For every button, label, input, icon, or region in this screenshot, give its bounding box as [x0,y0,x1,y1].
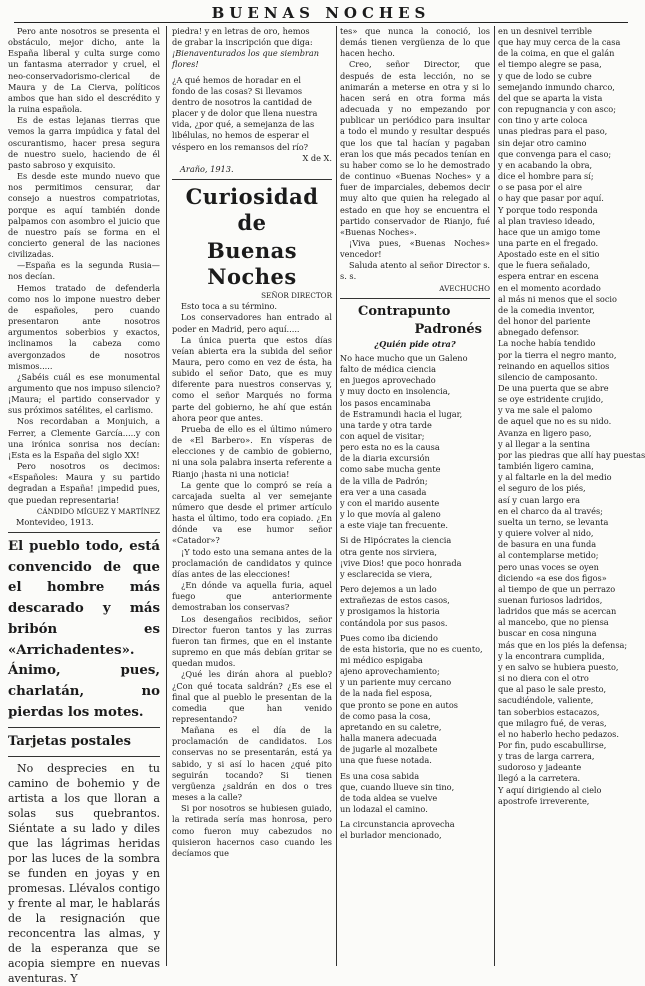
verse-line: espera entrar en escena [498,271,599,282]
verse-line: al más ni menos que el socio [498,293,617,304]
verse-line: también ligero camina, [498,461,594,472]
verse-line: que milagro fué, de veras, [498,717,607,728]
verse-line: que pronto se pone en autos [340,699,458,710]
verse-line: el seguro de los piés, [498,483,586,494]
verse-line: Por fin, pudo escabullirse, [498,740,607,750]
verse-line: en el momento acordado [498,282,601,293]
verse-line: un lodazal el camino. [340,804,428,814]
verse-line: pero esta no es la causa [340,442,440,453]
dedication: SEÑOR DIRECTOR [261,291,332,301]
article-place-date: Montevideo, 1913. [16,516,94,527]
verse-line: Pero dejemos a un lado [340,584,437,595]
verse-line: al mancebo, que no piensa [498,617,609,628]
verse-line: piedra! y en letras de oro, hemos [172,26,310,36]
verse-line: en el charco da al través; [498,505,603,516]
section-title-tarjetas: Tarjetas postales [8,734,131,750]
verse-line: sacudiéndole, valiente, [498,695,594,706]
verse-line: y en acabando la obra, [498,159,593,170]
column-divider-3 [494,26,495,966]
verse-line: que al paso le sale presto, [498,684,607,695]
article-paragraph: Los conservadores han entrado al poder en Madrid, pero aquí..... [172,312,332,334]
verse-line: Avanza en ligero paso, [498,427,592,438]
verse-line: y tras de larga carrera, [498,751,595,762]
separator [8,727,160,728]
section-title-curiosidad-1: Curiosidad de [185,184,319,236]
verse-line: al tiempo de que un perrazo [498,583,616,594]
verse-line: y esclarecida se viera, [340,568,433,579]
verse-line: y un pariente muy cercano [340,677,452,688]
prose-poem [172,26,332,153]
article-paragraph: ¡Y todo esto una semana antes de la proclamación de candidatos y quince días antes de las elecciones! [172,546,332,579]
verse-line: falto de médica ciencia [340,364,436,375]
verse-line: ¡Bienaventurados los que siembran [172,48,320,59]
verse-line: buscar en cosa ninguna [498,628,597,639]
verse-line: de Estramundi hacia el lugar, [340,408,463,419]
verse-line: ¿A qué hemos de horadar en el [172,74,301,85]
verse-line: otra gente nos sirviera, [340,546,437,557]
verse-line: que hay muy cerca de la casa [498,37,621,48]
verse-line: si no diera con el otro [498,673,589,684]
article-paragraph: ¡Viva pues, «Buenas Noches» vencedor! [340,237,490,260]
verse-line: al contemplarse metido; [498,550,599,561]
verse-line: diciendo «a ese dos figos» [498,572,607,583]
verse-line: una que fuese notada. [340,755,432,766]
verse-line: fondo de las cosas? Si llevamos [172,85,303,96]
section-title-contrapunto-2: Padronés [414,321,482,337]
verse-line: Y aquí dirigiendo al cielo [498,784,602,795]
verse-line: unas piedras para el paso, [498,126,608,137]
section-subtitle: ¿Quién pide otra? [374,338,456,349]
verse-line: así y cuan largo era [498,494,580,505]
verse-line: o hay que pasar por aquí. [498,193,604,204]
verse-line: del honor del pariente [498,316,591,327]
verse-line: se oye estridente crujido, [498,394,604,405]
verse-line: que, cuando llueve sin tino, [340,781,455,792]
verse-line: el tiempo alegre se pasa, [498,59,602,70]
verse-line: La circunstancia aprovecha [340,819,455,830]
verse-line: como sabe mucha gente [340,464,441,475]
section-title-curiosidad-2: Buenas Noches [206,238,298,290]
verse-line: o se pasa por el aire [498,182,583,193]
column-divider-2 [336,26,337,966]
verse-line: en un desnivel terrible [498,26,593,36]
verse-line: el no haberlo hecho pedazos. [498,728,619,739]
verse-line: y que de lodo se cubre [498,70,592,81]
verse-line: contándola por sus pasos. [340,617,448,628]
verse-line: apretando en su caletre, [340,721,442,732]
verse-line: libélulas, no hemos de esperar el [172,130,310,141]
article-paragraph: Esto toca a su término. [181,301,277,312]
verse-line: y en salvo se hubiera puesto, [498,661,619,672]
verse-line: con repugnancia y con asco; [498,104,616,115]
verse-line: vida, ¿por qué, a semejanza de las [172,119,315,130]
verse-line: de la comedia inventor, [498,304,595,315]
article-paragraph: ¿En dónde va aquella furia, aquel fuego que anteriormente demostraban los conservas? [172,580,332,613]
verse-line: De una puerta que se abre [498,383,609,393]
column-4 [498,26,645,966]
article-paragraph: Nos recordaban a Monjuich, a Ferrer, a Clemente García.....y con una irónica sonrisa nos decían: ¡Esta es la España del siglo XX! [8,416,160,460]
verse-line: y prosigamos la historia [340,606,440,617]
verse-line: sin dejar otro camino [498,137,587,148]
verse-line: extrañezas de estos casos, [340,595,450,606]
verse-line: de la coima, en que el galán [498,48,615,59]
verse-line: dentro de nosotros la cantidad de [172,96,312,107]
article-paragraph: tes» que nunca la conoció, los demás tienen vergüenza de lo que hacen hecho. [340,26,490,59]
column-2 [172,26,332,966]
verse-line: de la nada fiel esposa, [340,688,433,699]
verse-line: y va me sale el palomo [498,405,593,416]
article-paragraph: Los desengaños recibidos, señor Director fueron tantos y las zurras fueron tan firmes, que en el instante supremo en que más debían gritar se quedan mudos. [172,613,332,669]
article-signature: AVECHUCHO [439,283,490,293]
verse-line: los pasos encaminaba [340,397,431,408]
article-paragraph: Pero ante nosotros se presenta el obstáculo, mejor dicho, ante la España liberal y culta surge como un fantasma aterrador y cruel, el neo-conservadorismo-clerical de Maura y de La Cierva, políticos ambos que han sido el descrédito y la ruina española. [8,26,160,115]
verse-line: con aquel de visitar; [340,431,425,441]
verse-line: abnegado defensor. [498,327,580,338]
article-paragraph: Creo, señor Director, que después de esta lección, no se animarán a meterse en otra y si lo hacen será en otra forma más adecuada y no empezando por publicar un periódico para insultar a todo el mundo y resultar después que los que tal hacían y pagaban eran los que más pecados tenían en su haber como se lo he demostrado de continuo «Buenas Noches» y a fuer de imparciales, debemos decir muy alto que quien ha relegado al estado en que hoy se encuentra el partido conservador de Rianjo, fué «Buenas Noches». [340,59,490,237]
article-paragraph: ¿Qué les dirán ahora al pueblo? ¿Con qué tocata saldrán? ¿Es ese el final que al pueblo le presentan de la comedia que han venido representando? [172,669,332,724]
article-paragraph: Saluda atento al señor Director s. s. s. [340,260,490,282]
article-paragraph: Prueba de ello es el último número de «El Barbero». En vísperas de elecciones y de cambio de gobierno, ni una sola palabra inserta referente a Rianjo ¡hasta ni una noticia! [172,423,332,479]
article-paragraph: La gente que lo compró se reía a carcajada suelta al ver semejante número que desde el primer artículo hasta el último, todo era copiado. ¿En dónde va ese humor señor «Catador»? [172,479,332,546]
verse-line: era ver a una casada [340,486,427,497]
article-paragraph: Si por nosotros se hubiesen guiado, la retirada sería mas honrosa, pero como fueron muy cabezudos no quisieron hacernos caso cuando les decíamos que [172,803,332,858]
verse-line: La noche había tendido [498,338,596,349]
article-paragraph: Mañana es el día de la proclamación de candidatos. Los conservas no se presentarán, está ya sabido, y si así lo hacen ¿qué pito seguirán tocando? Si tienen vergüenza ¿saldrán en dos o tres meses a la calle? [172,725,332,803]
poem-place-date: Araño, 1913. [180,163,234,174]
verse-line: Apostado este en el sitio [498,249,600,260]
verse-line: de esta historia, que no es cuento, [340,643,483,654]
verse-line: hace que un amigo tome [498,226,601,237]
article-paragraph: Hemos tratado de defenderla como nos lo impone nuestro deber de españoles, pero cuando presentaron ante nosotros argumentos soberbios y exactos, inclinamos la cabeza como avergonzados de nosotros mismos..... [8,282,160,371]
article-paragraph: —España es la segunda Rusia—nos decían. [8,260,160,282]
notice-text: El pueblo todo, está convencido de que el hombre más descarado y más bribón es «Arrichadentes». Ánimo, pues, charlatán, no pierdas los motes. [8,539,160,720]
article-signature: CÁNDIDO MÍGUEZ Y MARTÍNEZ [36,506,160,516]
verse-line: mi médico espigaba [340,654,423,665]
verse-line: de aquel que no es su nido. [498,416,612,427]
verse-line: del que se aparta la vista [498,92,603,103]
verse-line: y al llegar a la sentina [498,438,591,449]
verse-line: con tino y arte coloca [498,115,588,126]
verse-line: tan soberbios estacazos, [498,706,600,717]
poem-signature: X de X. [302,152,332,163]
article-paragraph: Es de estas lejanas tierras que vemos la garra impúdica y fatal del oscurantismo, hacer presa segura de nuestro suelo, haciendo de él pasto sabroso y exquisito. [8,115,160,170]
article-paragraph: Pero nosotros os decimos: «Españoles: Maura y su partido degradan a España! ¡impedid pues, que puedan representaria! [8,461,160,505]
article-paragraph: Es desde este mundo nuevo que nos permitimos censurar, dar consejo a nuestros compatriotas, porque es aquí también donde palpamos con asombro el juicio que de nuestro país se forma en el concierto general de las naciones civilizadas. [8,171,160,260]
verse-line: y lo que movía al galeno [340,509,441,520]
verse-line: de grabar la inscripción que diga: [172,37,313,48]
verse-line: Si de Hipócrates la ciencia [340,535,452,546]
verse-line: que convenga para el caso; [498,148,612,159]
verse-line: de como pasa la cosa, [340,710,431,721]
verse-line: de jugarle al mozalbete [340,744,438,755]
verse-line: de la diaria excursión [340,453,430,464]
verse-line: reinando en aquellos sitios [498,360,610,371]
verse-poem-continued [498,26,645,807]
verse-poem [340,353,490,842]
column-1 [8,26,160,986]
verse-line: y la encontrara cumplida, [498,650,605,661]
verse-line: una tarde y otra tarde [340,419,432,430]
verse-line: Es una cosa sabida [340,770,420,781]
masthead: BUENAS NOCHES [211,4,431,22]
verse-line: No hace mucho que un Galeno [340,352,468,363]
verse-line: en juegos aprovechado [340,375,436,386]
verse-line: ladridos que más se acercan [498,606,617,617]
verse-line: y con el marido ausente [340,497,440,508]
verse-line: que le fuera señalado, [498,260,591,271]
verse-line: el burlador mencionado, [340,830,442,841]
verse-line: al plan travieso ideado, [498,215,595,226]
verse-line: suenan furiosos ladridos, [498,594,603,605]
column-3 [340,26,490,966]
verse-line: y muy docto en insolencia, [340,386,451,397]
verse-line: ¡vive Dios! que poco honrada [340,557,462,568]
verse-line: apostrofe irreverente, [498,795,590,806]
verse-line: a este viaje tan frecuente. [340,520,448,531]
verse-line: suelta un terno, se levanta [498,516,609,527]
verse-line: silencio de camposanto. [498,371,598,382]
verse-line: dice el hombre para sí; [498,171,594,182]
tarjetas-text: No desprecies en tu camino de bohemio y de artista a los que lloran a solas sus quebrantos. Siéntate a su lado y diles que las lágrimas heridas por las luces de la sombra se funden en joyas y en promesas. Llévalos contigo y frente al mar, le hablarás de la resignación que reconcentra las almas, y de la esperanza que se acopia siempre en nuevas aventuras. Y [8,762,160,986]
verse-line: halla manera adecuada [340,733,437,744]
section-title-contrapunto-1: Contrapunto [358,303,451,319]
verse-line: más que en los piés la defensa; [498,639,628,650]
column-divider-1 [166,26,167,966]
separator [172,179,332,180]
article-paragraph: La única puerta que estos días veían abierta era la subida del señor Maura, pero como en vez de ésta, ha subido el señor Dato, que es muy diferente para nuestros conservas y, como el señor Marqués no forma parte del gobierno, he ahí que están ahora peor que antes. [172,334,332,423]
verse-line: por la tierra el negro manto, [498,349,617,360]
verse-line: placer y de dolor que llena nuestra [172,108,318,119]
verse-line: por las piedras que allí hay puestas [498,449,645,460]
verse-line: una parte en el fregado. [498,237,599,248]
verse-line: véspero en los remansos del río? [172,141,309,152]
verse-line: sudoroso y jadeante [498,762,582,773]
verse-line: y al faltarle en la del medio [498,472,612,483]
verse-line: pero unas voces se oyen [498,561,599,572]
verse-line: de la villa de Padrón; [340,475,428,486]
separator [340,298,490,299]
verse-line: semejando inmundo charco, [498,81,615,92]
article-paragraph: ¿Sabéis cuál es ese monumental argumento que nos impuso silencio? ¡Maura; el partido conservador y sus próximos satélites, el carlismo. [8,371,160,416]
separator [8,756,160,757]
verse-line: de toda aldea se vuelve [340,792,438,803]
verse-line: flores! [172,59,199,70]
verse-line: Y porque todo responda [498,204,598,215]
verse-line: Pues como iba diciendo [340,632,438,643]
separator [8,532,160,533]
verse-line: ajeno aprovechamiento; [340,666,440,677]
masthead-rule [14,22,628,23]
verse-line: de basura en una funda [498,539,597,550]
verse-line: y quiere volver al nido, [498,528,594,539]
verse-line: llegó a la carretera. [498,773,581,784]
